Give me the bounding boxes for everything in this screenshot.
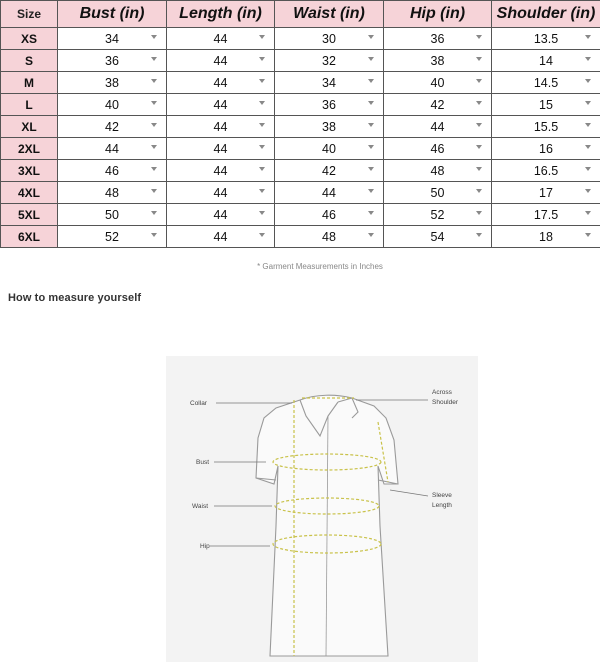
dropdown-arrow-icon (368, 101, 374, 105)
table-row (1, 160, 600, 182)
bust-cell (58, 116, 167, 138)
length-value: 44 (213, 185, 228, 200)
length-cell (167, 116, 275, 138)
dropdown-arrow-icon (585, 57, 591, 61)
garment-diagram (166, 356, 478, 662)
waist-cell (275, 116, 384, 138)
waist-value: 40 (322, 141, 336, 156)
waist-cell (275, 94, 384, 116)
hip-value: 50 (430, 185, 445, 200)
hip-value: 42 (430, 97, 445, 112)
waist-value: 34 (322, 75, 336, 90)
shoulder-label: Shoulder (432, 399, 459, 406)
length-value: 44 (213, 119, 228, 134)
waist-cell (275, 182, 384, 204)
bust-value: 40 (105, 97, 119, 112)
dropdown-arrow-icon (476, 145, 482, 149)
size-cell: 4XL (1, 182, 58, 204)
bust-value: 52 (105, 229, 119, 244)
dropdown-arrow-icon (585, 211, 591, 215)
dropdown-arrow-icon (151, 167, 157, 171)
bust-cell (58, 138, 167, 160)
dropdown-arrow-icon (259, 189, 265, 193)
bust-cell (58, 204, 167, 226)
size-chart-header-row (1, 1, 600, 28)
shoulder-value: 15.5 (533, 119, 559, 134)
dropdown-arrow-icon (476, 123, 482, 127)
length-label: Length (432, 502, 452, 509)
hip-cell (384, 138, 492, 160)
dropdown-arrow-icon (585, 233, 591, 237)
dropdown-arrow-icon (259, 101, 265, 105)
dropdown-arrow-icon (585, 79, 591, 83)
length-cell (167, 72, 275, 94)
shoulder-cell (492, 50, 600, 72)
dropdown-arrow-icon (151, 233, 157, 237)
size-cell: S (1, 50, 58, 72)
measurement-footnote: * Garment Measurements in Inches (257, 262, 383, 271)
size-cell: M (1, 72, 58, 94)
dropdown-arrow-icon (585, 189, 591, 193)
dropdown-arrow-icon (585, 145, 591, 149)
waist-cell (275, 28, 384, 50)
length-value: 44 (213, 163, 228, 178)
hip-value: 36 (430, 31, 445, 46)
dropdown-arrow-icon (259, 35, 265, 39)
length-cell (167, 94, 275, 116)
bust-value: 36 (105, 53, 119, 68)
bust-label: Bust (196, 459, 210, 466)
length-cell (167, 160, 275, 182)
shoulder-cell (492, 72, 600, 94)
dress-outline (256, 395, 398, 656)
waist-cell (275, 226, 384, 248)
waist-value: 44 (322, 185, 336, 200)
header-shoulder: Shoulder (in) (492, 1, 600, 28)
size-cell: L (1, 94, 58, 116)
dropdown-arrow-icon (259, 123, 265, 127)
dropdown-arrow-icon (585, 123, 591, 127)
dropdown-arrow-icon (476, 57, 482, 61)
hip-value: 40 (430, 75, 445, 90)
length-cell (167, 50, 275, 72)
hip-cell (384, 116, 492, 138)
size-cell: XS (1, 28, 58, 50)
length-value: 44 (213, 207, 228, 222)
hip-cell (384, 72, 492, 94)
dropdown-arrow-icon (151, 189, 157, 193)
header-hip: Hip (in) (384, 1, 492, 28)
bust-value: 50 (105, 207, 119, 222)
hip-cell (384, 94, 492, 116)
waist-cell (275, 204, 384, 226)
dropdown-arrow-icon (585, 167, 591, 171)
size-cell: 3XL (1, 160, 58, 182)
hip-value: 52 (430, 207, 445, 222)
waist-value: 46 (322, 207, 336, 222)
hip-cell (384, 50, 492, 72)
shoulder-value: 15 (539, 97, 553, 112)
measurement-illustration (166, 356, 478, 662)
shoulder-value: 18 (539, 229, 553, 244)
dropdown-arrow-icon (151, 79, 157, 83)
dropdown-arrow-icon (151, 57, 157, 61)
size-cell: 5XL (1, 204, 58, 226)
length-cell (167, 28, 275, 50)
shoulder-value: 16.5 (533, 163, 559, 178)
dropdown-arrow-icon (259, 211, 265, 215)
dropdown-arrow-icon (151, 35, 157, 39)
dropdown-arrow-icon (151, 145, 157, 149)
shoulder-value: 17 (539, 185, 553, 200)
dropdown-arrow-icon (476, 167, 482, 171)
hip-cell (384, 226, 492, 248)
across-label: Across (432, 389, 452, 396)
dropdown-arrow-icon (151, 101, 157, 105)
header-length: Length (in) (167, 1, 275, 28)
dropdown-arrow-icon (259, 57, 265, 61)
bust-value: 48 (105, 185, 119, 200)
dropdown-arrow-icon (368, 35, 374, 39)
size-chart-table (0, 0, 600, 248)
shoulder-cell (492, 94, 600, 116)
shoulder-cell (492, 204, 600, 226)
dropdown-arrow-icon (368, 123, 374, 127)
table-row (1, 204, 600, 226)
hip-cell (384, 28, 492, 50)
waist-value: 30 (322, 31, 336, 46)
shoulder-cell (492, 182, 600, 204)
size-cell: 2XL (1, 138, 58, 160)
shoulder-value: 13.5 (533, 31, 559, 46)
waist-cell (275, 138, 384, 160)
dropdown-arrow-icon (368, 233, 374, 237)
hip-value: 54 (430, 229, 445, 244)
table-row (1, 72, 600, 94)
waist-value: 36 (322, 97, 336, 112)
hip-cell (384, 204, 492, 226)
hip-cell (384, 182, 492, 204)
bust-cell (58, 72, 167, 94)
shoulder-value: 14.5 (533, 75, 559, 90)
hip-value: 46 (430, 141, 445, 156)
waist-cell (275, 50, 384, 72)
shoulder-cell (492, 226, 600, 248)
length-cell (167, 182, 275, 204)
shoulder-value: 14 (539, 53, 553, 68)
table-row (1, 138, 600, 160)
bust-cell (58, 182, 167, 204)
dropdown-arrow-icon (476, 101, 482, 105)
size-cell: XL (1, 116, 58, 138)
how-to-measure-heading: How to measure yourself (8, 292, 142, 304)
dropdown-arrow-icon (259, 233, 265, 237)
hip-cell (384, 160, 492, 182)
length-value: 44 (213, 53, 228, 68)
length-cell (167, 226, 275, 248)
size-cell: 6XL (1, 226, 58, 248)
shoulder-value: 17.5 (533, 207, 559, 222)
shoulder-cell (492, 160, 600, 182)
bust-value: 34 (105, 31, 119, 46)
hip-label: Hip (200, 543, 210, 550)
dropdown-arrow-icon (476, 79, 482, 83)
waist-cell (275, 160, 384, 182)
dropdown-arrow-icon (476, 233, 482, 237)
table-row (1, 226, 600, 248)
dropdown-arrow-icon (259, 79, 265, 83)
length-cell (167, 204, 275, 226)
dropdown-arrow-icon (368, 189, 374, 193)
table-row (1, 116, 600, 138)
waist-cell (275, 72, 384, 94)
shoulder-cell (492, 116, 600, 138)
bust-cell (58, 160, 167, 182)
dropdown-arrow-icon (585, 101, 591, 105)
waist-value: 32 (322, 53, 336, 68)
dropdown-arrow-icon (151, 123, 157, 127)
dropdown-arrow-icon (476, 189, 482, 193)
length-value: 44 (213, 141, 228, 156)
length-value: 44 (213, 97, 228, 112)
table-row (1, 28, 600, 50)
bust-value: 38 (105, 75, 119, 90)
bust-cell (58, 28, 167, 50)
hip-value: 48 (430, 163, 445, 178)
bust-cell (58, 50, 167, 72)
header-size: Size (1, 1, 58, 28)
sleeve-label: Sleeve (432, 492, 452, 499)
length-value: 44 (213, 75, 228, 90)
dropdown-arrow-icon (368, 57, 374, 61)
collar-label: Collar (190, 400, 207, 407)
bust-cell (58, 226, 167, 248)
waist-value: 48 (322, 229, 336, 244)
dropdown-arrow-icon (476, 35, 482, 39)
header-waist: Waist (in) (275, 1, 384, 28)
length-value: 44 (213, 31, 228, 46)
dropdown-arrow-icon (368, 79, 374, 83)
shoulder-value: 16 (539, 141, 553, 156)
table-row (1, 50, 600, 72)
hip-value: 38 (430, 53, 445, 68)
dropdown-arrow-icon (368, 211, 374, 215)
dropdown-arrow-icon (368, 145, 374, 149)
bust-value: 42 (105, 119, 119, 134)
length-cell (167, 138, 275, 160)
bust-value: 46 (105, 163, 119, 178)
header-bust: Bust (in) (58, 1, 167, 28)
bust-value: 44 (105, 141, 119, 156)
dropdown-arrow-icon (476, 211, 482, 215)
table-row (1, 182, 600, 204)
waist-value: 38 (322, 119, 336, 134)
dropdown-arrow-icon (259, 167, 265, 171)
dropdown-arrow-icon (585, 35, 591, 39)
dropdown-arrow-icon (151, 211, 157, 215)
hip-value: 44 (430, 119, 445, 134)
shoulder-cell (492, 28, 600, 50)
waist-value: 42 (322, 163, 336, 178)
table-row (1, 94, 600, 116)
dropdown-arrow-icon (368, 167, 374, 171)
waist-label: Waist (192, 503, 209, 510)
bust-cell (58, 94, 167, 116)
dropdown-arrow-icon (259, 145, 265, 149)
shoulder-cell (492, 138, 600, 160)
length-value: 44 (213, 229, 228, 244)
